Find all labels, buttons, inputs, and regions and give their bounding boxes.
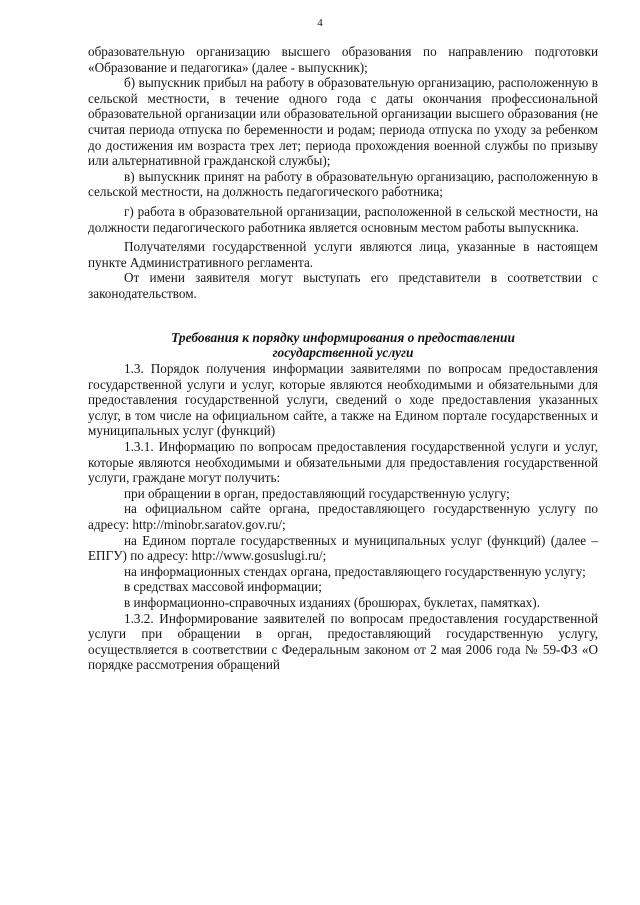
list-item-g: г) работа в образовательной организации, расположенной в сельской местности, на должности педагогического работника является основным местом работы выпускника. <box>88 203 598 235</box>
list-item-v: в) выпускник принят на работу в образовательную организацию, расположенную в сельской местности, на должность педагогического работника; <box>88 168 598 200</box>
list-item-reference-publications: в информационно-справочных изданиях (брошюрах, буклетах, памятках). <box>124 595 540 610</box>
paragraph-continuation: образовательную организацию высшего образования по направлению подготовки «Образование и педагогика» (далее - выпускник); <box>88 44 598 75</box>
paragraph-representatives: От имени заявителя могут выступать его представители в соответствии с законодательством. <box>88 270 598 301</box>
paragraph-1-3: 1.3. Порядок получения информации заявителями по вопросам предоставления государственной услуги и услуг, которые являются необходимыми и обязательными для предоставления государственной услуги, сведений о ходе предоставления указанных услуг, в том числе на официальном сайте, а также на Едином портале государственных и муниципальных услуг (функций) <box>88 361 598 439</box>
section-heading <box>88 330 598 362</box>
list-item-mass-media: в средствах массовой информации; <box>124 579 322 595</box>
paragraph-1-3-2: 1.3.2. Информирование заявителей по вопросам предоставления государственной услуги при обращении в орган, предоставляющий государственную услугу, осуществляется в соответствии с Федеральным законом от 2 мая 2006 года № 59-ФЗ «О порядке рассмотрения обращений <box>88 610 598 673</box>
paragraph-1-3-1: 1.3.1. Информацию по вопросам предоставления государственной услуги и услуг, которые являются необходимыми и обязательными для предоставления государственной услуги, граждане могут получить: <box>88 439 598 486</box>
list-item-b: б) выпускник прибыл на работу в образовательную организацию, расположенную в сельской местности, в течение одного года с даты окончания профессиональной образовательной организации или образовательной организации высшего образования (не считая периода отпуска по беременности и родам; периода отпуска по уходу за ребенком до достижения им возраста трех лет; периода прохождения военной службы по призыву или альтернативной гражданской службы); <box>88 75 598 169</box>
list-item-epgu: на Едином портале государственных и муниципальных услуг (функций) (далее – ЕПГУ) по адресу: http://www.gosuslugi.ru/; <box>88 532 598 564</box>
section-heading-line-1: Требования к порядку информирования о предоставлении <box>171 329 515 345</box>
paragraph-recipients: Получателями государственной услуги являются лица, указанные в настоящем пункте Административного регламента. <box>88 239 598 270</box>
document-body <box>88 44 598 673</box>
list-item-in-person: при обращении в орган, предоставляющий государственную услугу; <box>124 485 510 501</box>
list-item-info-stands: на информационных стендах органа, предоставляющего государственную услугу; <box>124 563 586 579</box>
list-item-official-site: на официальном сайте органа, предоставляющего государственную услугу по адресу: http://minobr.saratov.gov.ru/; <box>88 501 598 533</box>
section-heading-line-2: государственной услуги <box>272 345 414 361</box>
page-number: 4 <box>317 17 323 29</box>
